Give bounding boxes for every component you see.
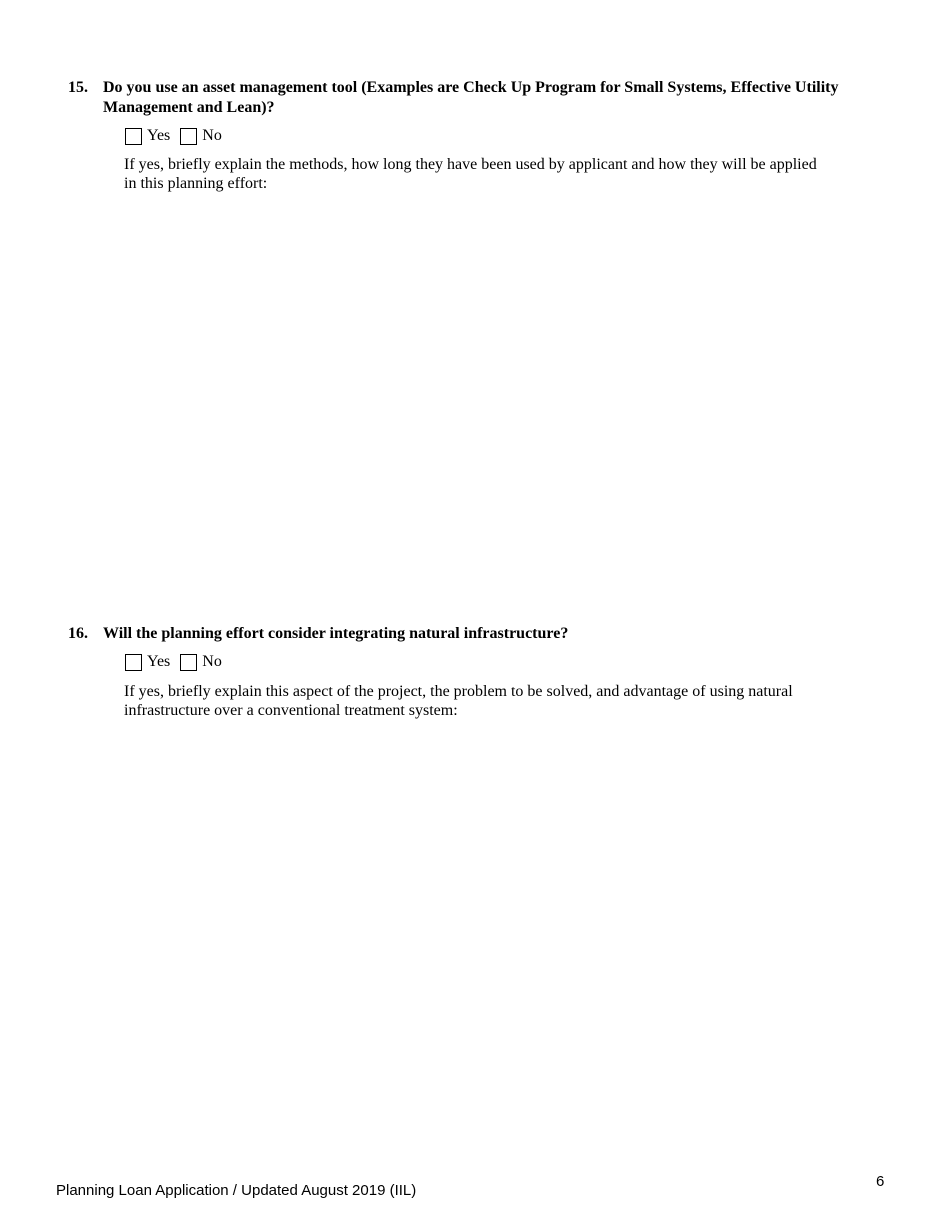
question-number: 15. bbox=[68, 79, 88, 96]
no-label: No bbox=[202, 653, 222, 670]
answer-area[interactable] bbox=[124, 724, 844, 1144]
yes-checkbox[interactable] bbox=[125, 654, 142, 671]
yes-label: Yes bbox=[147, 653, 171, 670]
question-text: Do you use an asset management tool (Examples are Check Up Program for Small Systems, Effective Utility Management and Lean)? bbox=[103, 79, 839, 116]
yes-label: Yes bbox=[147, 127, 171, 144]
no-option[interactable] bbox=[180, 126, 222, 146]
no-checkbox[interactable] bbox=[180, 654, 197, 671]
no-option[interactable] bbox=[180, 652, 222, 672]
yes-checkbox[interactable] bbox=[125, 128, 142, 145]
yes-no-choices bbox=[125, 126, 232, 146]
question-instructions: If yes, briefly explain the methods, how long they have been used by applicant and how they will be applied in this planning effort: bbox=[124, 156, 817, 192]
question-number: 16. bbox=[68, 625, 88, 642]
yes-no-choices bbox=[125, 652, 232, 672]
answer-area[interactable] bbox=[124, 198, 844, 598]
question-text: Will the planning effort consider integrating natural infrastructure? bbox=[103, 625, 569, 642]
footer-title: Planning Loan Application / Updated August 2019 (IIL) bbox=[56, 1182, 417, 1199]
no-label: No bbox=[202, 127, 222, 144]
no-checkbox[interactable] bbox=[180, 128, 197, 145]
yes-option[interactable] bbox=[125, 652, 170, 672]
page-number: 6 bbox=[876, 1173, 885, 1190]
yes-option[interactable] bbox=[125, 126, 170, 146]
question-instructions: If yes, briefly explain this aspect of the project, the problem to be solved, and advantage of using natural infrastructure over a conventional treatment system: bbox=[124, 683, 793, 719]
